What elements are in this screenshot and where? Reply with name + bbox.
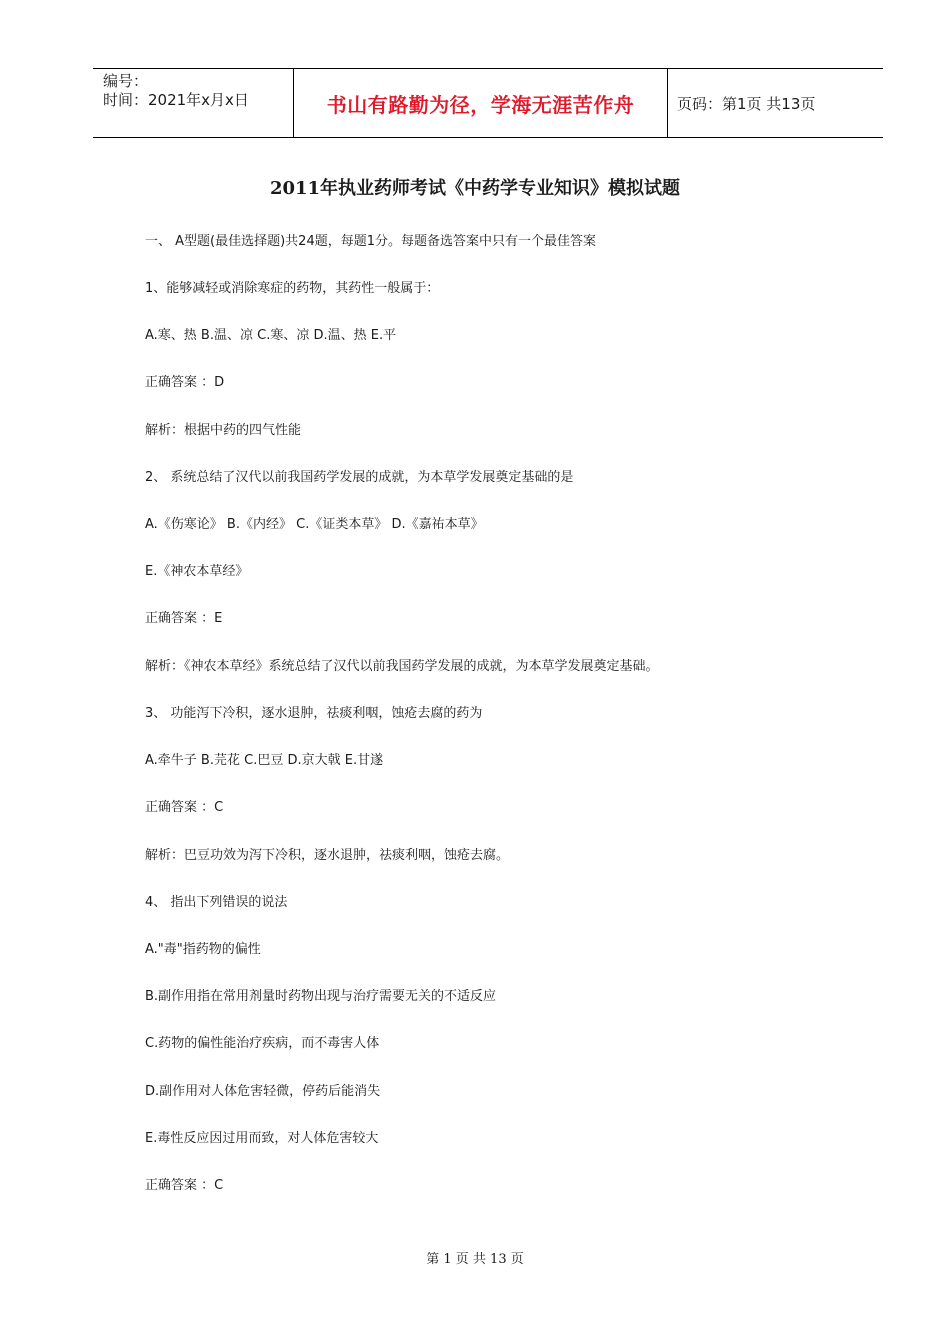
header-page-cell (667, 69, 883, 137)
question-3-explanation: 解析：巴豆功效为泻下冷积，逐水退肿，祛痰利咽，蚀疮去腐。 (145, 848, 510, 863)
question-1-answer: 正确答案 ：D (145, 375, 225, 390)
header-motto-cell (293, 69, 668, 137)
page-code: 页码：第1页 共13页 (677, 94, 816, 113)
page-footer: 第 1 页 共 13 页 (426, 1252, 524, 1267)
document-time-label: 时间：2021年x月x日 (103, 91, 249, 109)
question-2-option-e: E.《神农本草经》 (145, 564, 249, 579)
question-2-explanation: 解析：《神农本草经》系统总结了汉代以前我国药学发展的成就，为本草学发展奠定基础。 (145, 659, 659, 674)
header-table (93, 68, 883, 138)
header-info-cell (93, 69, 293, 137)
question-3-answer: 正确答案 ：C (145, 800, 224, 815)
question-2: 2、 系统总结了汉代以前我国药学发展的成就，为本草学发展奠定基础的是 (145, 470, 574, 485)
question-2-options: A.《伤寒论》 B.《内经》 C.《证类本草》 D.《嘉祐本草》 (145, 517, 484, 532)
question-1-explanation: 解析：根据中药的四气性能 (145, 423, 302, 438)
question-4-option-d: D.副作用对人体危害轻微，停药后能消失 (145, 1084, 381, 1099)
question-4-option-c: C.药物的偏性能治疗疾病，而不毒害人体 (145, 1036, 380, 1051)
question-4-answer: 正确答案 ：C (145, 1178, 224, 1193)
question-4-option-a: A."毒"指药物的偏性 (145, 942, 261, 957)
question-4-option-e: E.毒性反应因过用而致，对人体危害较大 (145, 1131, 379, 1146)
question-4-option-b: B.副作用指在常用剂量时药物出现与治疗需要无关的不适反应 (145, 989, 497, 1004)
question-3-options: A.牵牛子 B.芫花 C.巴豆 D.京大戟 E.甘遂 (145, 753, 384, 768)
question-4: 4、 指出下列错误的说法 (145, 895, 288, 910)
question-2-answer: 正确答案 ：E (145, 611, 223, 626)
question-3: 3、 功能泻下冷积，逐水退肿，祛痰利咽，蚀疮去腐的药为 (145, 706, 483, 721)
motto: 书山有路勤为径，学海无涯苦作舟 (326, 92, 635, 117)
document-title: 2011年执业药师考试《中药学专业知识》模拟试题 (269, 178, 681, 199)
question-1-options: A.寒、热 B.温、凉 C.寒、凉 D.温、热 E.平 (145, 328, 397, 343)
section-heading: 一、 A型题(最佳选择题)共24题，每题1分。每题备选答案中只有一个最佳答案 (145, 234, 596, 249)
question-1: 1、能够减轻或消除寒症的药物，其药性一般属于： (145, 281, 440, 296)
document-id-label: 编号： (103, 72, 149, 90)
